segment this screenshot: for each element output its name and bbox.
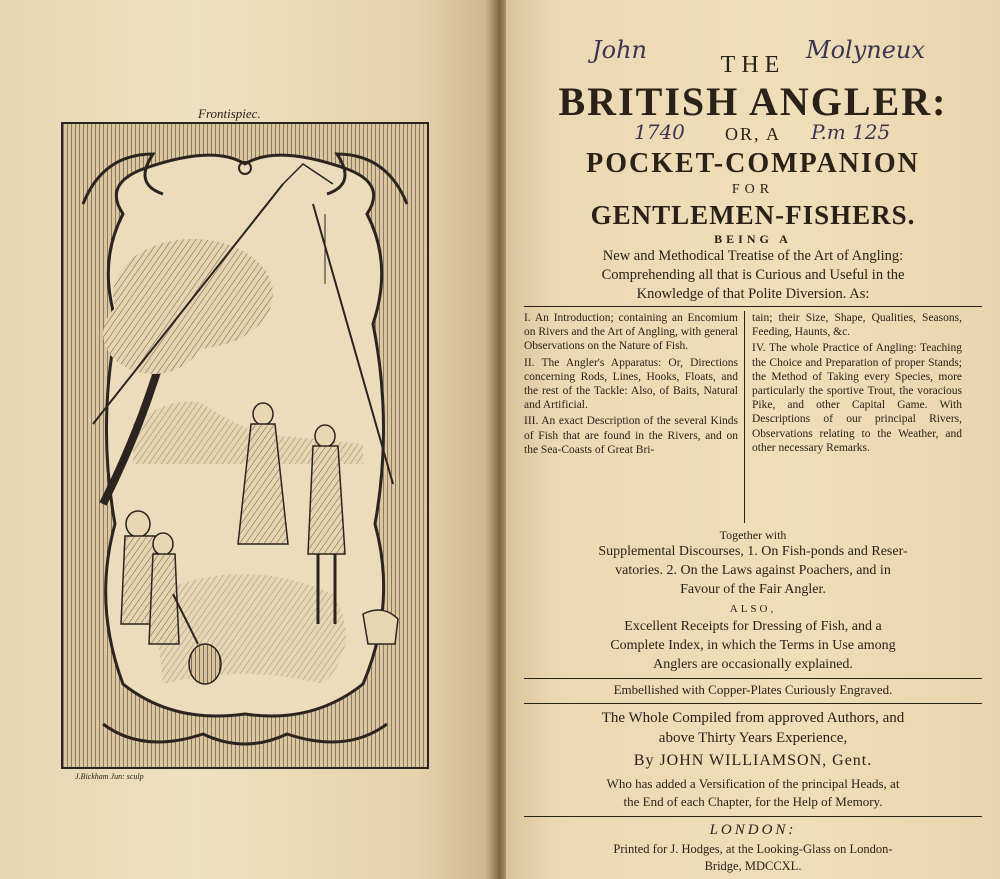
receipts-line-2: Complete Index, in which the Terms in Use among bbox=[610, 638, 896, 653]
contents-item: tain; their Size, Shape, Qualities, Seasons, Feeding, Haunts, &c. bbox=[752, 312, 962, 339]
imprint-city: LONDON: bbox=[709, 822, 797, 838]
contents-item: IV. The whole Practice of Angling: Teaching the Choice and Preparation of proper Stands; the Method of Taking every Species, more particularly the sportive Trout, the voracious Pike, and other Capital Game. With Descriptions of our principal Rivers, Observations relating to the Weather, and other necessary Remarks. bbox=[752, 342, 962, 454]
compiled-line-1: The Whole Compiled from approved Authors, and bbox=[601, 710, 905, 726]
intro-line-1: New and Methodical Treatise of the Art of Angling: bbox=[602, 248, 904, 264]
contents-item: II. The Angler's Apparatus: Or, Directions concerning Rods, Lines, Hooks, Floats, and the rest of the Tackle: Also, of Baits, Natural and Artificial. bbox=[524, 356, 738, 412]
frontispiece-page bbox=[0, 0, 492, 879]
engraver-credit: J.Bickham Jun: sculp bbox=[75, 772, 144, 781]
versification-line-1: Who has added a Versification of the principal Heads, at bbox=[606, 776, 900, 791]
title-page bbox=[506, 0, 1000, 879]
together-with: Together with bbox=[719, 528, 787, 542]
rule-above-imprint bbox=[524, 816, 982, 817]
frontispiece-engraving bbox=[61, 122, 429, 769]
handwritten-shelfmark: P.m 125 bbox=[811, 120, 891, 144]
also: ALSO, bbox=[729, 603, 777, 615]
intro-line-3: Knowledge of that Polite Diversion. As: bbox=[636, 286, 870, 302]
supplemental-line-2: vatories. 2. On the Laws against Poachers, and in bbox=[615, 563, 891, 578]
title-pocket-companion: POCKET-COMPANION bbox=[586, 148, 920, 179]
title-or: OR, A bbox=[724, 124, 781, 144]
intro-line-2: Comprehending all that is Curious and Useful in the bbox=[601, 267, 905, 283]
receipts-line-1: Excellent Receipts for Dressing of Fish, and a bbox=[624, 619, 882, 634]
frontispiece-caption: Frontispiec. bbox=[198, 106, 261, 121]
imprint-line-1: Printed for J. Hodges, at the Looking-Glass on London- bbox=[613, 842, 893, 856]
supplemental-line-3: Favour of the Fair Angler. bbox=[680, 582, 826, 597]
versification-line-2: the End of each Chapter, for the Help of Memory. bbox=[623, 794, 883, 809]
receipts-line-3: Anglers are occasionally explained. bbox=[653, 657, 853, 672]
handwritten-last-name: Molyneux bbox=[806, 36, 925, 64]
being-a: BEING A bbox=[714, 232, 792, 246]
column-divider bbox=[744, 311, 745, 523]
title-the: THE bbox=[720, 52, 786, 78]
handwritten-first-name: John bbox=[592, 36, 647, 64]
title-gentlemen-fishers: GENTLEMEN-FISHERS. bbox=[590, 200, 916, 230]
contents-top-rule bbox=[524, 306, 982, 307]
rule-above-embellished bbox=[524, 678, 982, 679]
compiled-line-2: above Thirty Years Experience, bbox=[658, 730, 848, 746]
contents-item: III. An exact Description of the several Kinds of Fish that are found in the Rivers, and on the Sea-Coasts of Great Bri- bbox=[524, 415, 738, 456]
engraving-illustration bbox=[63, 124, 427, 767]
rule-below-embellished bbox=[524, 703, 982, 704]
embellished-line: Embellished with Copper-Plates Curiously Engraved. bbox=[613, 682, 893, 697]
contents-right-column bbox=[752, 311, 962, 457]
title-for: FOR bbox=[731, 182, 775, 197]
contents-left-column bbox=[524, 311, 738, 459]
handwritten-year: 1740 bbox=[634, 120, 685, 144]
imprint-line-2: Bridge, MDCCXL. bbox=[704, 859, 802, 873]
supplemental-line-1: Supplemental Discourses, 1. On Fish-ponds and Reser- bbox=[598, 544, 908, 559]
title-main: BRITISH ANGLER: bbox=[558, 79, 948, 124]
author-line: By JOHN WILLIAMSON, Gent. bbox=[633, 752, 873, 769]
contents-item: I. An Introduction; containing an Encomium on Rivers and the Art of Angling, with general Observations on the Nature of Fish. bbox=[524, 312, 738, 353]
